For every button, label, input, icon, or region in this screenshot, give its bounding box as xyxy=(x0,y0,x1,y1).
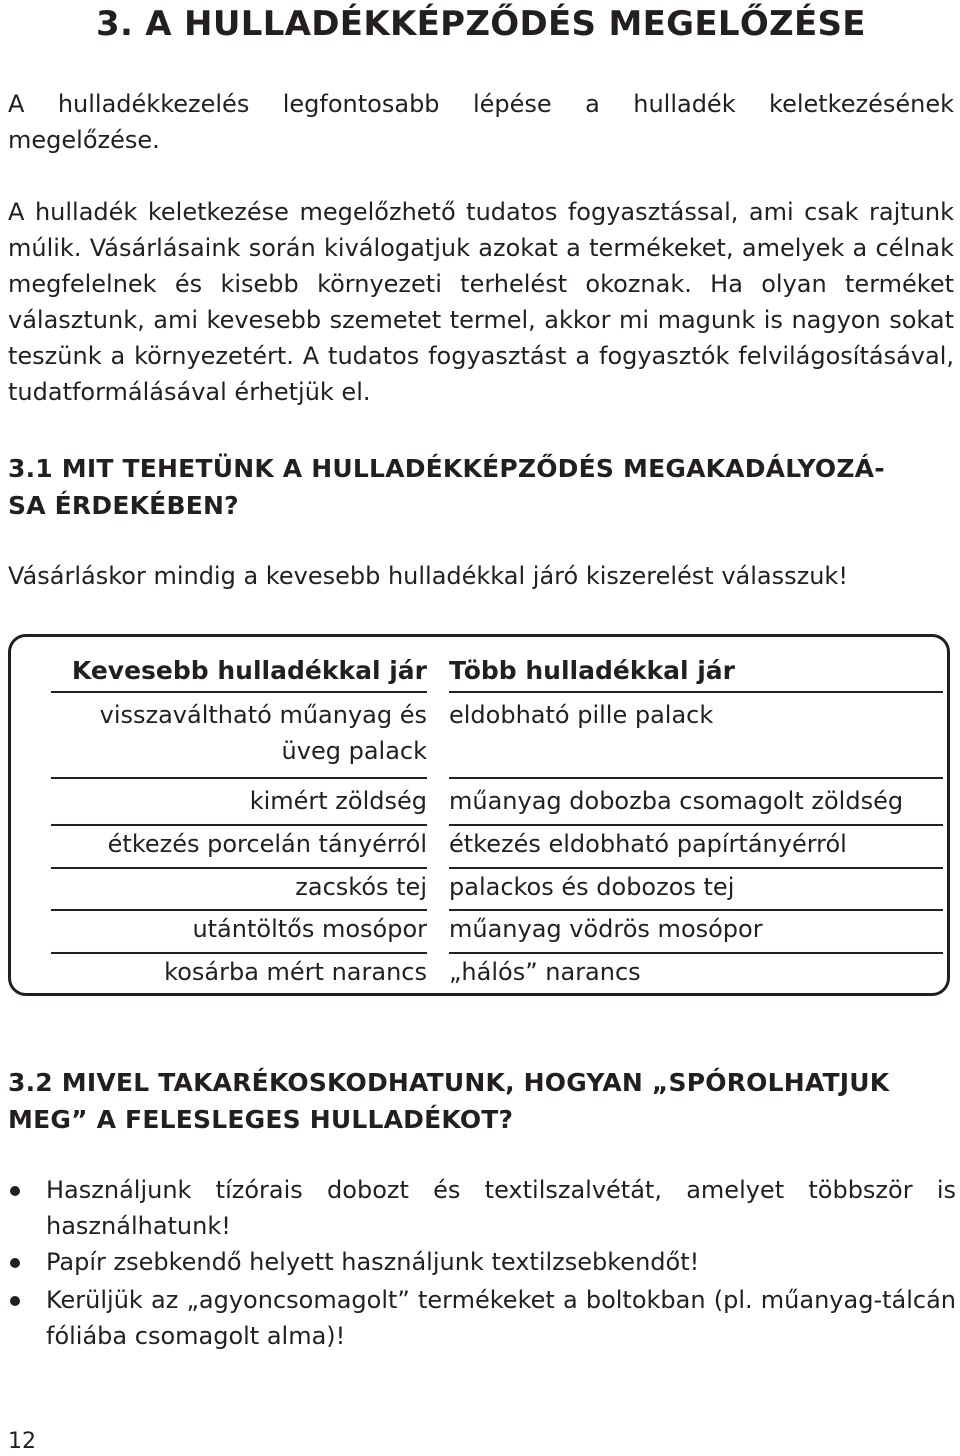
column-header-rule xyxy=(449,691,943,693)
section-1-heading-line1: 3.1 MIT TEHETÜNK A HULLADÉKKÉPZŐDÉS MEGAKADÁLYOZÁ- xyxy=(8,454,885,483)
list-item-text: Kerüljük az „agyoncsomagolt” termékeket a boltokban (pl. műanyag-tálcán fóliába csomagolt alma)! xyxy=(46,1286,956,1350)
cell-less-waste: zacskós tej xyxy=(295,873,427,901)
column-header-more-waste: Több hulladékkal jár xyxy=(449,656,735,685)
section-1-heading xyxy=(8,450,885,524)
cell-more-waste: műanyag vödrös mosópor xyxy=(449,915,763,943)
section-2-heading xyxy=(8,1064,889,1138)
chapter-title: 3. A HULLADÉKKÉPZŐDÉS MEGELŐZÉSE xyxy=(96,4,866,44)
cell-more-waste: eldobható pille palack xyxy=(449,701,714,729)
paragraph-intro: A hulladékkezelés legfontosabb lépése a hulladék keletkezésének megelőzése. xyxy=(8,90,954,154)
cell-less-waste: kosárba mért narancs xyxy=(164,958,427,986)
comparison-table xyxy=(8,634,950,996)
section-1-heading-line2: SA ÉRDEKÉBEN? xyxy=(8,491,239,520)
bullet-icon xyxy=(10,1296,20,1306)
paragraph-conscious-consumption: A hulladék keletkezése megelőzhető tudatos fogyasztással, ami csak rajtunk múlik. Vásárlásaink során kiválogatjuk azokat a termékeket, amelyek a célnak megfelelnek és kisebb környezeti terhelést okoznak. Ha olyan terméket választunk, ami kevesebb szemetet termel, akkor mi magunk is nagyon sokat teszünk a környezetért. A tudatos fogyasztást a fogyasztók felvilágosításával, tudatformálásával érhetjük el. xyxy=(8,198,954,406)
bullet-icon xyxy=(10,1186,20,1196)
section-2-heading-line1: 3.2 MIVEL TAKARÉKOSKODHATUNK, HOGYAN „SPÓROLHATJUK xyxy=(8,1068,890,1097)
bullet-icon xyxy=(10,1258,20,1268)
cell-less-waste: visszaváltható műanyag és xyxy=(99,701,427,729)
section-1-intro: Vásárláskor mindig a kevesebb hulladékkal járó kiszerelést válasszuk! xyxy=(8,562,848,590)
cell-less-waste: kimért zöldség xyxy=(249,787,427,815)
column-header-rule xyxy=(51,691,427,693)
row-rule xyxy=(449,777,943,779)
cell-more-waste: étkezés eldobható papírtányérról xyxy=(449,830,847,858)
cell-more-waste: műanyag dobozba csomagolt zöldség xyxy=(449,787,904,815)
cell-less-waste: étkezés porcelán tányérról xyxy=(107,830,427,858)
page-number: 12 xyxy=(8,1429,36,1454)
column-header-less-waste: Kevesebb hulladékkal jár xyxy=(71,656,427,685)
cell-more-waste: „hálós” narancs xyxy=(449,958,641,986)
cell-more-waste: palackos és dobozos tej xyxy=(449,873,735,901)
cell-less-waste: üveg palack xyxy=(281,737,427,765)
list-item-text: Papír zsebkendő helyett használjunk textilzsebkendőt! xyxy=(46,1248,700,1276)
list-item-text: Használjunk tízórais dobozt és textilszalvétát, amelyet többször is használhatunk! xyxy=(46,1176,956,1240)
row-rule xyxy=(51,777,427,779)
cell-less-waste: utántöltős mosópor xyxy=(192,915,427,943)
section-2-heading-line2: MEG” A FELESLEGES HULLADÉKOT? xyxy=(8,1105,514,1134)
